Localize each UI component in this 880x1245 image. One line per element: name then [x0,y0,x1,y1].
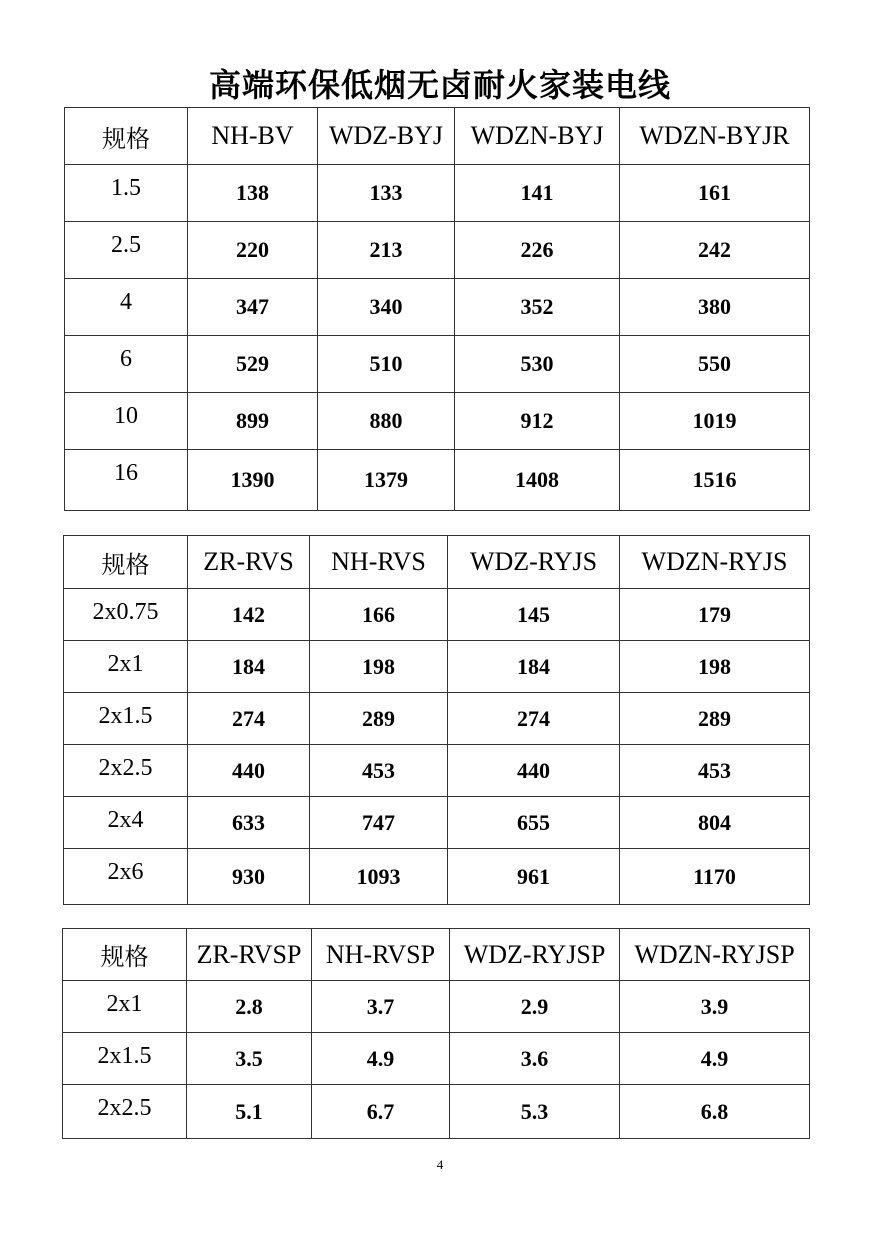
table-row [64,797,810,849]
header-cell: NH-RVS [310,536,448,589]
table-row [63,1033,810,1085]
table-row [65,279,810,336]
spec-cell: 2x1 [64,641,188,693]
value-cell: 289 [620,693,810,745]
value-cell: 142 [188,589,310,641]
table-header-row [63,929,810,981]
value-cell: 184 [448,641,620,693]
value-cell: 1170 [620,849,810,905]
value-cell: 510 [318,336,455,393]
header-cell: NH-RVSP [312,929,450,981]
value-cell: 289 [310,693,448,745]
value-cell: 453 [310,745,448,797]
value-cell: 1516 [620,450,810,511]
value-cell: 440 [448,745,620,797]
spec-cell: 2.5 [65,222,188,279]
value-cell: 141 [455,165,620,222]
value-cell: 1379 [318,450,455,511]
header-cell: WDZ-BYJ [318,108,455,165]
spec-cell: 2x0.75 [64,589,188,641]
value-cell: 3.9 [620,981,810,1033]
value-cell: 166 [310,589,448,641]
value-cell: 4.9 [312,1033,450,1085]
spec-cell: 1.5 [65,165,188,222]
value-cell: 5.3 [450,1085,620,1139]
table-row [65,222,810,279]
value-cell: 912 [455,393,620,450]
spec-cell: 2x4 [64,797,188,849]
table-row [65,336,810,393]
header-cell: WDZN-RYJSP [620,929,810,981]
price-table-shielded [62,928,810,1139]
header-cell: NH-BV [188,108,318,165]
value-cell: 4.9 [620,1033,810,1085]
header-cell: ZR-RVS [188,536,310,589]
spec-cell: 2x1.5 [64,693,188,745]
spec-cell: 4 [65,279,188,336]
table-row [64,641,810,693]
spec-cell: 2x1.5 [63,1033,187,1085]
value-cell: 133 [318,165,455,222]
table-row [64,849,810,905]
value-cell: 655 [448,797,620,849]
price-table-twin-core [63,535,810,905]
value-cell: 747 [310,797,448,849]
value-cell: 550 [620,336,810,393]
value-cell: 453 [620,745,810,797]
header-cell: WDZN-RYJS [620,536,810,589]
table-row [64,745,810,797]
value-cell: 880 [318,393,455,450]
value-cell: 179 [620,589,810,641]
value-cell: 145 [448,589,620,641]
header-cell: WDZN-BYJR [620,108,810,165]
value-cell: 1019 [620,393,810,450]
value-cell: 220 [188,222,318,279]
header-spec: 规格 [65,108,188,165]
table-row [64,693,810,745]
value-cell: 6.8 [620,1085,810,1139]
value-cell: 530 [455,336,620,393]
value-cell: 633 [188,797,310,849]
table-row [65,450,810,511]
value-cell: 961 [448,849,620,905]
value-cell: 930 [188,849,310,905]
value-cell: 2.9 [450,981,620,1033]
value-cell: 804 [620,797,810,849]
value-cell: 380 [620,279,810,336]
price-table-single-core [64,107,810,511]
value-cell: 3.5 [187,1033,312,1085]
spec-cell: 16 [65,450,188,511]
value-cell: 3.7 [312,981,450,1033]
value-cell: 529 [188,336,318,393]
value-cell: 226 [455,222,620,279]
value-cell: 352 [455,279,620,336]
spec-cell: 2x6 [64,849,188,905]
value-cell: 1408 [455,450,620,511]
spec-cell: 2x1 [63,981,187,1033]
header-cell: WDZN-BYJ [455,108,620,165]
header-cell: ZR-RVSP [187,929,312,981]
value-cell: 242 [620,222,810,279]
table-header-row [65,108,810,165]
value-cell: 1093 [310,849,448,905]
value-cell: 274 [188,693,310,745]
value-cell: 347 [188,279,318,336]
value-cell: 440 [188,745,310,797]
value-cell: 161 [620,165,810,222]
header-cell: WDZ-RYJS [448,536,620,589]
table-row [63,981,810,1033]
value-cell: 198 [310,641,448,693]
spec-cell: 2x2.5 [64,745,188,797]
spec-cell: 6 [65,336,188,393]
value-cell: 340 [318,279,455,336]
value-cell: 6.7 [312,1085,450,1139]
table-row [65,165,810,222]
value-cell: 138 [188,165,318,222]
header-spec: 规格 [63,929,187,981]
value-cell: 198 [620,641,810,693]
page-number: 4 [436,1157,444,1172]
value-cell: 899 [188,393,318,450]
page-title: 高端环保低烟无卤耐火家装电线 [208,66,671,104]
header-cell: WDZ-RYJSP [450,929,620,981]
table-row [65,393,810,450]
value-cell: 3.6 [450,1033,620,1085]
value-cell: 274 [448,693,620,745]
spec-cell: 2x2.5 [63,1085,187,1139]
table-row [63,1085,810,1139]
value-cell: 1390 [188,450,318,511]
spec-cell: 10 [65,393,188,450]
value-cell: 184 [188,641,310,693]
table-header-row [64,536,810,589]
value-cell: 2.8 [187,981,312,1033]
header-spec: 规格 [64,536,188,589]
value-cell: 213 [318,222,455,279]
table-row [64,589,810,641]
value-cell: 5.1 [187,1085,312,1139]
